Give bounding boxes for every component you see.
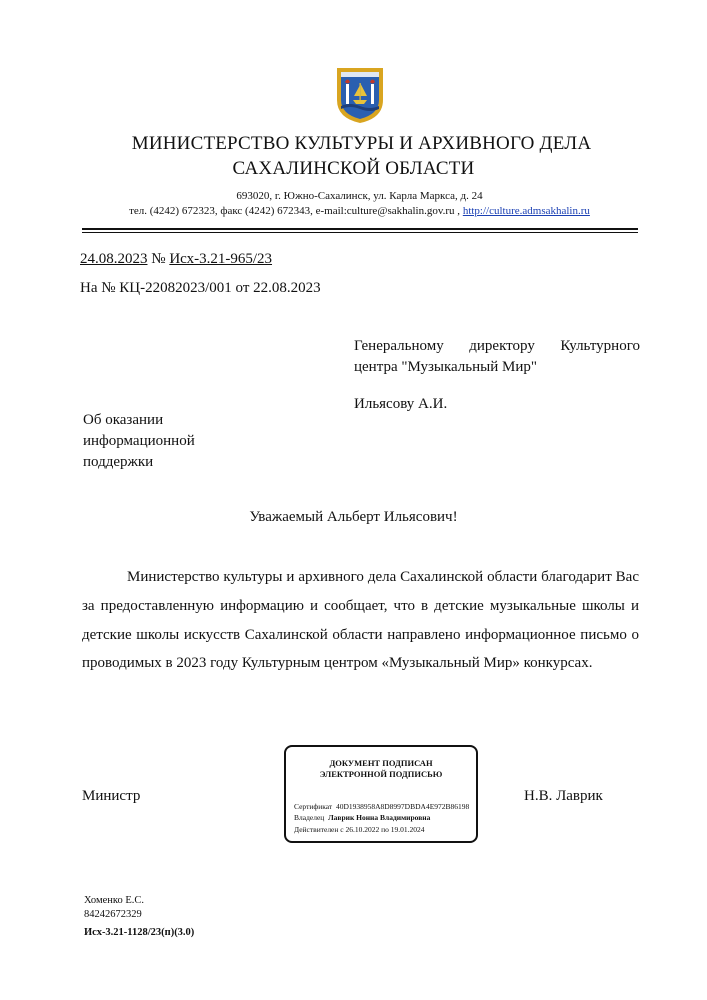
header-divider-thick	[82, 228, 638, 230]
addressee-name: Ильясову А.И.	[354, 396, 448, 412]
stamp-heading-line1: ДОКУМЕНТ ПОДПИСАН	[329, 758, 433, 768]
subject-line2: информационной	[83, 433, 195, 449]
owner-value: Лаврик Нонна Владимировна	[328, 813, 431, 822]
ministry-name-line1: МИНИСТЕРСТВО КУЛЬТУРЫ И АРХИВНОГО ДЕЛА	[131, 133, 592, 154]
outgoing-reference	[80, 251, 272, 268]
ministry-name-line2: САХАЛИНСКОЙ ОБЛАСТИ	[232, 158, 475, 179]
contacts-text: тел. (4242) 672323, факс (4242) 672343, e-mail:culture@sakhalin.gov.ru ,	[129, 205, 463, 217]
stamp-heading-line2: ЭЛЕКТРОННОЙ ПОДПИСЬЮ	[319, 768, 443, 779]
certificate-label: Сертификат	[294, 802, 333, 811]
addressee-line2: центра "Музыкальный Мир"	[354, 359, 537, 375]
stamp-certificate	[294, 802, 469, 813]
letter-date: 24.08.2023	[80, 251, 148, 267]
outgoing-registration-number: Исх-3.21-1128/23(п)(3.0)	[84, 927, 195, 938]
electronic-signature-stamp	[284, 745, 478, 843]
stamp-heading	[286, 758, 476, 779]
signatory-title: Министр	[82, 788, 141, 804]
ministry-address: 693020, г. Южно-Сахалинск, ул. Карла Маркса, д. 24	[236, 190, 483, 202]
salutation: Уважаемый Альберт Ильясович!	[249, 509, 458, 525]
letter-body: Министерство культуры и архивного дела Сахалинской области благодарит Вас за предоставленную информацию и сообщает, что в детские музыкальные школы и детские школы искусств Сахалинской области направлено информационное письмо о проводимых в 2023 году Культурным центром «Музыкальный Мир» конкурсах.	[82, 569, 639, 672]
stamp-owner	[294, 813, 430, 824]
executor-name: Хоменко Е.С.	[84, 895, 145, 906]
header-divider-thin	[82, 232, 638, 233]
signatory-name: Н.В. Лаврик	[524, 788, 603, 804]
coat-of-arms-icon	[334, 66, 386, 124]
letter-number: Исх-3.21-965/23	[169, 251, 273, 267]
number-sign: №	[147, 251, 170, 267]
subject-line3: поддержки	[83, 454, 154, 470]
certificate-value: 40D1938958A8D8997DBDA4E972B86198	[335, 802, 470, 811]
ministry-contacts	[6, 205, 707, 217]
executor-phone: 84242672329	[84, 909, 142, 920]
website-link[interactable]: http://culture.admsakhalin.ru	[462, 205, 590, 217]
subject-line1: Об оказании	[83, 412, 164, 428]
addressee-line1: Генеральному директору Культурного	[354, 338, 640, 354]
letter-subject	[83, 410, 195, 473]
incoming-reference: На № КЦ-22082023/001 от 22.08.2023	[80, 280, 321, 296]
stamp-validity: Действителен с 26.10.2022 по 19.01.2024	[294, 825, 425, 834]
owner-label: Владелец	[294, 813, 325, 822]
